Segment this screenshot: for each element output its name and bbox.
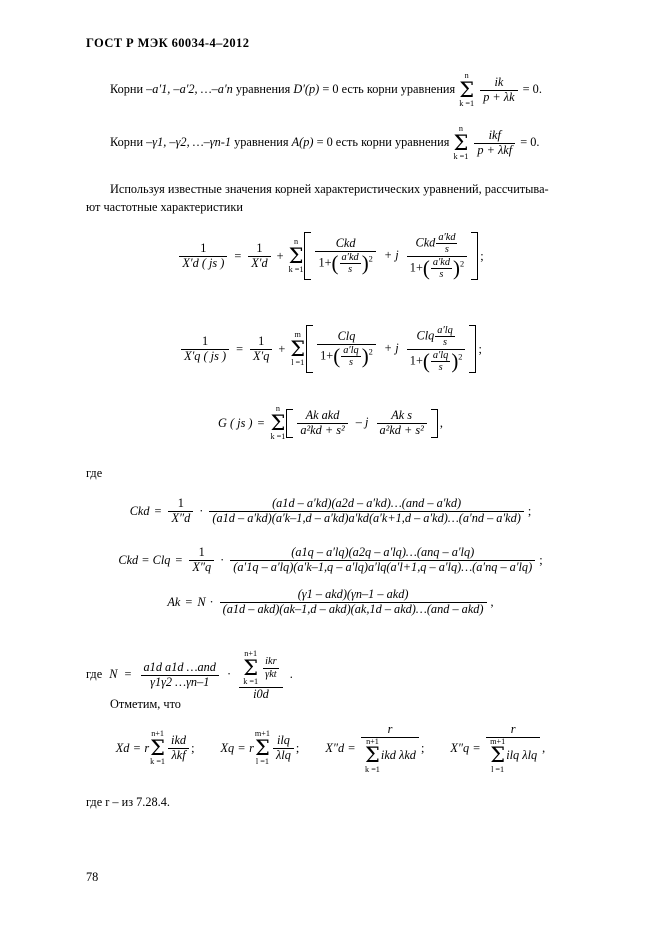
f11-end: , (542, 741, 546, 756)
f7-dot: · (227, 667, 232, 682)
f4-lhs: Ckd (129, 503, 150, 518)
f1-term1: $\frac{1}{X'd}$ (248, 242, 270, 271)
paragraph-roots-2 (110, 125, 620, 162)
f2-b2-den-inner: $\frac{a'lq}{s}$ (432, 349, 449, 374)
p1-equation-symbol: D′(p) (293, 82, 320, 97)
fraction-inline-2: $\frac{\text{ikf}}{\text{p + λkf}}$ (474, 129, 515, 158)
f8-equals: = (133, 741, 141, 756)
f5-fraction: (a1q – a′lq)(a2q – a′lq)…(anq – a′lq) (a′1q – a′lq)(a′k–1,q – a′lq)a′lq(a′l+1,q – a′lq)…(a′nq – a′lq) (230, 546, 535, 575)
f10-equals: = (348, 741, 356, 756)
f6-lhs: Ak (167, 594, 181, 609)
f1-bracket (304, 232, 478, 280)
f9-fraction: $\frac{\text{ilq}}{\text{λlq}}$ (273, 734, 294, 763)
f2-term1: $\frac{1}{X'q}$ (250, 335, 272, 364)
f2-plus: + (278, 341, 286, 356)
f5-dot: · (220, 552, 225, 567)
f1-plus: + (276, 248, 284, 263)
f9-summation: m+1 Σ l =1 (254, 729, 270, 767)
f7-lhs: N (109, 667, 118, 682)
f3-summation: n Σ k =1 (270, 404, 286, 441)
f11-summation: m+1 Σ l =1 (490, 736, 506, 774)
f6-n: N (197, 594, 206, 609)
f4-dot: · (199, 503, 204, 518)
p1-roots: –a′1, –a′2, …–a′n (146, 82, 233, 97)
f2-bracket (306, 325, 476, 373)
paragraph-intro (110, 180, 610, 198)
f7-end: . (289, 667, 293, 682)
f7-fraction: $\frac{\text{a1d a1d …and}}{\gamma 1\gamma 2 \dots\gamma n-1}$ (141, 661, 219, 690)
f1-equals: = (234, 248, 242, 263)
formula-ckd (0, 497, 661, 526)
f5-end: ; (539, 552, 543, 567)
p1-text-a: Корни (110, 82, 144, 97)
f6-equals: = (185, 594, 193, 609)
f8-r: r (144, 741, 150, 756)
f3-term2: $\frac{\text{Ak s}}{\text{a²kd + s²}}$ (377, 409, 427, 438)
formula-g-js (0, 405, 661, 442)
f2-b1: Clq 1+( $\frac{a'lq}{s}$ )$^2$ (317, 330, 376, 368)
f8-end: ; (191, 741, 195, 756)
f1-b2-den-inner: $\frac{a'kd}{s}$ (432, 256, 451, 281)
p2-text-b: уравнения (234, 135, 289, 150)
f2-b2-num-inner: $\frac{a'lq}{s}$ (437, 325, 453, 349)
p1-tail: = 0. (522, 82, 542, 97)
f9-equals: = (238, 741, 246, 756)
p2-roots: –γ1, –γ2, …–γn-1 (146, 135, 232, 150)
f3-equals: = (257, 415, 265, 430)
formula-xq-js (0, 325, 661, 373)
label-otmetim: Отметим, что (110, 697, 181, 711)
label-gde-n (86, 650, 293, 701)
f2-plus-j: + j (383, 341, 399, 356)
p2-text-a: Корни (110, 135, 144, 150)
f1-lhs: $\frac{1}{X'd ( js )}$ (179, 242, 227, 271)
formula-ak (0, 588, 661, 617)
f3-bracket (286, 409, 438, 438)
f2-end: ; (478, 341, 482, 356)
f10-summation: n+1 Σ k =1 (365, 736, 380, 774)
summation-inline-2: n Σ k =1 (453, 124, 469, 161)
paragraph-roots-1 (110, 72, 620, 109)
f7-equals: = (124, 667, 132, 682)
summation-inline-1: n Σ k =1 (459, 71, 475, 108)
f3-minus-j: – j (355, 415, 369, 430)
f1-b2-num-inner: $\frac{a'kd}{s}$ (438, 232, 456, 256)
f9-lhs: Xq (220, 741, 235, 756)
f8-fraction: $\frac{\text{ikd}}{\text{λkf}}$ (168, 734, 189, 763)
f1-b1: Ckd 1+( $\frac{a'kd}{s}$ )$^2$ (315, 237, 375, 275)
formula-xd-js (0, 232, 661, 280)
paragraph-intro-cont (86, 198, 606, 216)
f4-fraction: (a1d – a′kd)(a2d – a′kd)…(and – a′kd) (a1d – a′kd)(a′k–1,d – a′kd)a′kd(a′k+1,d – a′kd)…(a′nd – a′kd) (209, 497, 523, 526)
f9-end: ; (295, 741, 300, 756)
f2-b2: Clq $\frac{a'lq}{s}$ 1+( $\frac{a'lq}{s}$ )$^2$ (407, 325, 466, 373)
fraction-inline-1: $\frac{ik}{p + \lambda k}$ (480, 76, 517, 105)
formula-row-xd-xq (0, 723, 661, 774)
f4-end: ; (527, 503, 532, 518)
f6-fraction: $\frac{\text{(γ1 – akd)(γn–1 – akd)}}{\text{(a1d – akd)(ak–1,d – akd)(ak,1d – akd)…(and – akd)}}$ (220, 588, 487, 617)
f3-end: , (439, 415, 443, 430)
f1-plus-j: + j (383, 248, 399, 263)
paragraph-intro-line2: ют частотные характеристики (86, 200, 243, 214)
f8-lhs: Xd (115, 741, 130, 756)
p1-text-b: уравнения (235, 82, 291, 97)
label-gde-r: где r – из 7.28.4. (86, 795, 170, 809)
formula-ckd-clq (0, 546, 661, 575)
f10-fraction: r n+1 Σ k =1 ikd λkd (361, 723, 419, 774)
f7-sum-over: n+1 Σ k =1 $\frac{\text{ikr}}{\text{γkt}}$ i0d (239, 650, 282, 701)
f10-lhs: X″d (325, 741, 345, 756)
f10-end: ; (420, 741, 425, 756)
f11-equals: = (473, 741, 481, 756)
f1-b1-inner: $\frac{a'kd}{s}$ (341, 251, 359, 276)
paragraph-intro-line1: Используя известные значения корней характеристических уравнений, рассчитыва- (110, 182, 549, 196)
f3-term1: $\frac{\text{Ak akd}}{\text{a²kd + s²}}$ (297, 409, 347, 438)
f8-summation: n+1 Σ k =1 (150, 729, 166, 767)
f11-fraction: r m+1 Σ l =1 ilq λlq (486, 723, 540, 774)
f2-lhs: $\frac{1}{X'q ( js )}$ (181, 335, 229, 364)
f5-equals: = (175, 552, 183, 567)
document-header: ГОСТ Р МЭК 60034-4–2012 (86, 36, 250, 50)
f1-summation: n Σ k =1 (288, 236, 304, 274)
f4-equals: = (154, 503, 162, 518)
f2-summation: m Σ l =1 (290, 329, 306, 367)
p2-tail: = 0. (520, 135, 540, 150)
f3-lhs: G ( js ) (218, 415, 253, 430)
f7-sum-frac: $\frac{\text{ikr}}{\text{γkt}}$ (265, 656, 277, 680)
f6-dot: · (209, 594, 214, 609)
f4-coef: $\frac{1}{X''d}$ (168, 497, 193, 526)
f1-end: ; (480, 248, 484, 263)
f9-r: r (249, 741, 254, 756)
f5-lhs: Ckd = Clq (118, 552, 171, 567)
f6-end: , (490, 594, 494, 609)
page-number: 78 (86, 870, 99, 884)
p1-text-c: = 0 есть корни уравнения (322, 82, 456, 97)
f7-summation: n+1 Σ k =1 (243, 649, 259, 686)
label-gde-1: где (86, 466, 103, 480)
f1-b2: Ckd $\frac{a'kd}{s}$ 1+( $\frac{a'kd}{s}$ )$^2$ (407, 232, 467, 280)
p2-equation-symbol: A(p) (291, 135, 314, 150)
f5-coef: $\frac{1}{X''q}$ (189, 546, 214, 575)
gde-n-text: где (86, 667, 103, 682)
f11-lhs: X″q (450, 741, 470, 756)
f2-equals: = (236, 341, 243, 356)
p2-text-c: = 0 есть корни уравнения (316, 135, 450, 150)
f2-b1-inner: $\frac{a'lq}{s}$ (343, 344, 359, 369)
